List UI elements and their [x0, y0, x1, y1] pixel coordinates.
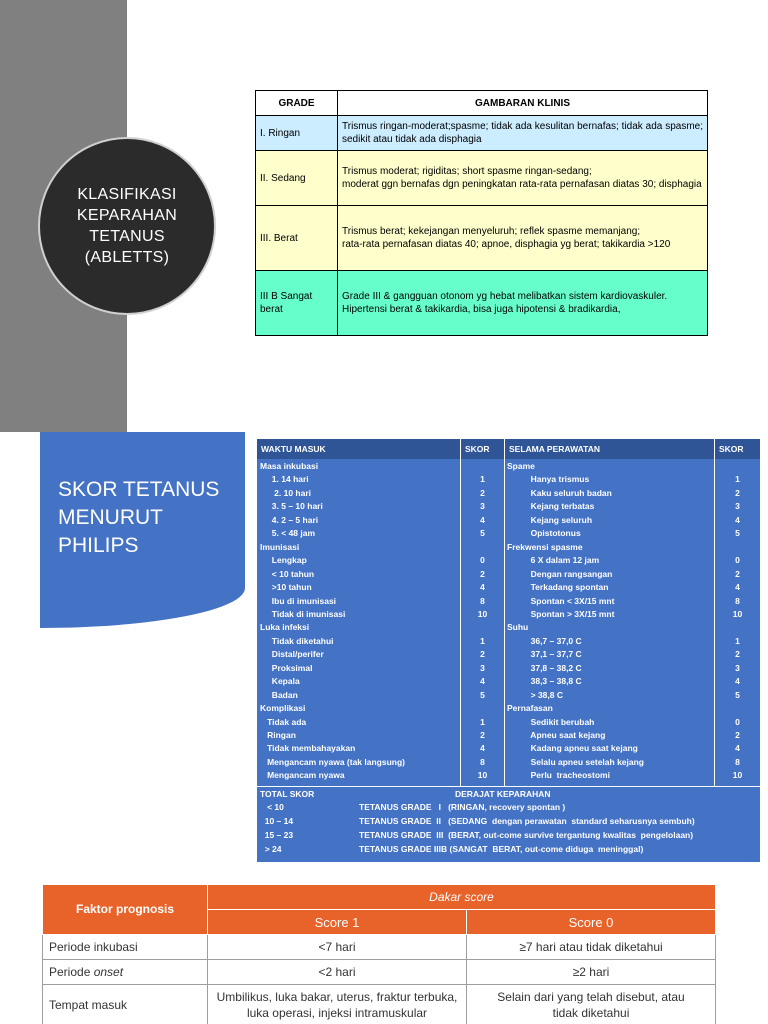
- slide2-title: SKOR TETANUS MENURUT PHILIPS: [58, 478, 220, 557]
- perawatan-item-label: Opistotonus: [507, 528, 581, 539]
- perawatan-item-skor: 3: [735, 501, 740, 512]
- clinical-cell: Trismus ringan-moderat;spasme; tidak ada kesulitan bernafas; tidak ada spasme; sedikit atau tidak ada disphagia: [338, 116, 708, 151]
- waktu-masuk-item-label: Badan: [260, 689, 298, 700]
- clinical-cell: Trismus moderat; rigiditas; short spasme ringan-sedang; moderat ggn bernafas dgn peningkatan rata-rata pernafasan diatas 30; disphagia: [338, 151, 708, 206]
- perawatan-item-label: Kadang apneu saat kejang: [507, 743, 638, 754]
- header-score1: Score 1: [208, 910, 467, 935]
- perawatan-item-skor: 0: [735, 716, 740, 727]
- perawatan-item-label: Pernafasan: [507, 703, 553, 714]
- faktor-periode: Periode onset: [49, 965, 124, 979]
- waktu-masuk-item-label: Imunisasi: [260, 541, 300, 552]
- perawatan-item-skor: 2: [735, 568, 740, 579]
- perawatan-item-label: 37,8 – 38,2 C: [507, 662, 582, 673]
- column-divider: [504, 439, 505, 786]
- perawatan-item-label: Spontan < 3X/15 mnt: [507, 595, 615, 606]
- perawatan-item-label: Hanya trismus: [507, 474, 590, 485]
- dakar-table: [42, 884, 716, 1024]
- clinical-cell: Grade III & gangguan otonom yg hebat melibatkan sistem kardiovaskuler. Hipertensi berat & takikardia, bisa juga hipotensi & bradikardia,: [338, 271, 708, 336]
- waktu-masuk-item-label: 5. < 48 jam: [260, 528, 316, 539]
- perawatan-item-label: > 38,8 C: [507, 689, 563, 700]
- perawatan-item-label: Selalu apneu setelah kejang: [507, 756, 644, 767]
- total-grade: TETANUS GRADE IIIB (SANGAT BERAT, out-come diduga meninggal): [359, 844, 644, 854]
- grade-cell: I. Ringan: [256, 116, 338, 151]
- waktu-masuk-item-skor: 10: [477, 608, 488, 619]
- perawatan-item-label: Kejang terbatas: [507, 501, 595, 512]
- total-label: TOTAL SKOR: [260, 789, 315, 799]
- header-selama-perawatan: SELAMA PERAWATAN: [505, 439, 714, 459]
- waktu-masuk-item-label: 1. 14 hari: [260, 474, 309, 485]
- perawatan-item-label: Spame: [507, 461, 535, 471]
- perawatan-item-skor: 0: [735, 555, 740, 566]
- header-grade: GRADE: [256, 91, 338, 116]
- total-grade: TETANUS GRADE III (BERAT, out-come survive tergantung kwalitas pengelolaan): [359, 830, 694, 840]
- table-row: [43, 935, 716, 960]
- waktu-masuk-item-label: Tidak diketahui: [260, 635, 334, 646]
- perawatan-item-label: Terkadang spontan: [507, 582, 609, 593]
- table-row: [256, 206, 708, 271]
- waktu-masuk-item-label: Mengancam nyawa (tak langsung): [260, 756, 406, 767]
- waktu-masuk-item-label: Ibu di imunisasi: [260, 595, 337, 606]
- perawatan-item-skor: 8: [735, 595, 740, 606]
- perawatan-item-label: Kaku seluruh badan: [507, 487, 612, 498]
- table-row: [256, 151, 708, 206]
- perawatan-item-skor: 8: [735, 756, 740, 767]
- total-grade: TETANUS GRADE II (SEDANG dengan perawatan standard seharusnya sembuh): [359, 816, 695, 826]
- perawatan-item-label: Spontan > 3X/15 mnt: [507, 608, 615, 619]
- perawatan-item-skor: 10: [732, 770, 743, 781]
- waktu-masuk-item-skor: 4: [480, 514, 485, 525]
- perawatan-item-skor: 5: [735, 689, 740, 700]
- title-circle: [38, 137, 216, 315]
- total-range: > 24: [260, 844, 282, 854]
- score1-cell: <2 hari: [208, 960, 467, 985]
- waktu-masuk-item-label: Masa inkubasi: [260, 461, 319, 471]
- perawatan-item-skor: 1: [735, 635, 740, 646]
- perawatan-item-label: Perlu tracheostomi: [507, 770, 610, 781]
- slide-philips-score: [0, 432, 768, 877]
- perawatan-item-label: Sedikit berubah: [507, 716, 595, 727]
- waktu-masuk-item-skor: 8: [480, 595, 485, 606]
- perawatan-item-label: Suhu: [507, 622, 529, 633]
- waktu-masuk-item-skor: 2: [480, 487, 485, 498]
- waktu-masuk-item-label: Tidak membahayakan: [260, 743, 356, 754]
- header-skor-left: SKOR: [461, 439, 504, 459]
- waktu-masuk-item-skor: 4: [480, 743, 485, 754]
- perawatan-item-skor: 1: [735, 474, 740, 485]
- score0-cell: ≥2 hari: [467, 960, 716, 985]
- table-row: [256, 116, 708, 151]
- perawatan-item-skor: 3: [735, 662, 740, 673]
- score1-cell: Umbilikus, luka bakar, uterus, fraktur terbuka, luka operasi, injeksi intramuskular: [208, 985, 467, 1024]
- header-clinical: GAMBARAN KLINIS: [338, 91, 708, 116]
- waktu-masuk-item-label: Proksimal: [260, 662, 313, 673]
- header-skor-right: SKOR: [715, 439, 760, 459]
- table-row: [43, 960, 716, 985]
- perawatan-item-skor: 5: [735, 528, 740, 539]
- total-range: 10 – 14: [260, 816, 294, 826]
- waktu-masuk-item-label: Tidak ada: [260, 716, 307, 727]
- waktu-masuk-item-label: 2. 10 hari: [260, 487, 312, 498]
- waktu-masuk-item-label: Komplikasi: [260, 703, 306, 714]
- slide1-title: KLASIFIKASI KEPARAHAN TETANUS (ABLETTS): [76, 186, 178, 266]
- header-score0: Score 0: [467, 910, 716, 935]
- perawatan-item-label: 36,7 – 37,0 C: [507, 635, 582, 646]
- score0-cell: ≥7 hari atau tidak diketahui: [467, 935, 716, 960]
- clinical-cell: Trismus berat; kekejangan menyeluruh; reflek spasme memanjang; rata-rata pernafasan diatas 40; apnoe, disphagia yg berat; takikardia >120: [338, 206, 708, 271]
- waktu-masuk-item-label: Distal/perifer: [260, 649, 324, 660]
- waktu-masuk-item-label: Kepala: [260, 676, 300, 687]
- grade-cell: III B Sangat berat: [256, 271, 338, 336]
- faktor-periode-emphasis: onset: [93, 965, 124, 979]
- waktu-masuk-item-label: Tidak di imunisasi: [260, 608, 346, 619]
- perawatan-item-skor: 4: [735, 514, 740, 525]
- waktu-masuk-item-skor: 10: [477, 770, 488, 781]
- waktu-masuk-item-skor: 5: [480, 528, 485, 539]
- waktu-masuk-item-skor: 4: [480, 676, 485, 687]
- waktu-masuk-item-skor: 1: [480, 716, 485, 727]
- faktor-cell: Tempat masuk: [43, 985, 208, 1024]
- perawatan-item-label: 37,1 – 37,7 C: [507, 649, 582, 660]
- perawatan-item-label: Kejang seluruh: [507, 514, 593, 525]
- waktu-masuk-item-skor: 3: [480, 662, 485, 673]
- slide-ablett-classification: [0, 0, 768, 432]
- waktu-masuk-item-label: >10 tahun: [260, 582, 312, 593]
- perawatan-item-skor: 4: [735, 676, 740, 687]
- faktor-cell: Periode inkubasi: [43, 935, 208, 960]
- waktu-masuk-item-label: 4. 2 – 5 hari: [260, 514, 319, 525]
- waktu-masuk-item-label: Ringan: [260, 730, 296, 740]
- perawatan-item-label: 6 X dalam 12 jam: [507, 555, 600, 566]
- score0-cell: Selain dari yang telah disebut, atau tidak diketahui: [467, 985, 716, 1024]
- table-row: [256, 271, 708, 336]
- slide-dakar-score: [0, 877, 768, 1024]
- perawatan-item-skor: 4: [735, 582, 740, 593]
- header-faktor: Faktor prognosis: [43, 885, 208, 935]
- waktu-masuk-item-skor: 0: [480, 555, 485, 566]
- waktu-masuk-item-skor: 2: [480, 649, 485, 660]
- perawatan-item-skor: 4: [735, 743, 740, 754]
- perawatan-item-label: Frekwensi spasme: [507, 541, 583, 552]
- waktu-masuk-item-skor: 2: [480, 568, 485, 579]
- table-row: [43, 985, 716, 1024]
- grade-cell: II. Sedang: [256, 151, 338, 206]
- waktu-masuk-item-label: 3. 5 – 10 hari: [260, 501, 323, 512]
- score1-cell: <7 hari: [208, 935, 467, 960]
- waktu-masuk-item-skor: 5: [480, 689, 485, 700]
- total-range: < 10: [260, 802, 284, 812]
- faktor-cell: [43, 960, 208, 985]
- total-divider: [257, 786, 760, 787]
- waktu-masuk-item-skor: 2: [480, 730, 485, 740]
- derajat-label: DERAJAT KEPARAHAN: [455, 789, 551, 799]
- total-range: 15 – 23: [260, 830, 294, 840]
- perawatan-item-skor: 2: [735, 649, 740, 660]
- total-grade: TETANUS GRADE I (RINGAN, recovery spontan ): [359, 802, 566, 812]
- waktu-masuk-item-skor: 1: [480, 635, 485, 646]
- waktu-masuk-item-skor: 4: [480, 582, 485, 593]
- waktu-masuk-item-skor: 8: [480, 756, 485, 767]
- philips-score-table: [257, 439, 760, 862]
- perawatan-item-label: Dengan rangsangan: [507, 568, 613, 579]
- waktu-masuk-item-label: Lengkap: [260, 555, 307, 566]
- perawatan-item-skor: 10: [732, 608, 743, 619]
- header-waktu-masuk: WAKTU MASUK: [257, 439, 460, 459]
- waktu-masuk-item-skor: 1: [480, 474, 485, 485]
- ablett-table: [255, 90, 708, 336]
- waktu-masuk-item-label: Luka infeksi: [260, 622, 310, 633]
- grade-cell: III. Berat: [256, 206, 338, 271]
- perawatan-item-label: Apneu saat kejang: [507, 730, 606, 740]
- waktu-masuk-item-label: Mengancam nyawa: [260, 770, 345, 781]
- perawatan-item-label: 38,3 – 38,8 C: [507, 676, 582, 687]
- perawatan-item-skor: 2: [735, 487, 740, 498]
- waktu-masuk-item-skor: 3: [480, 501, 485, 512]
- perawatan-item-skor: 2: [735, 730, 740, 740]
- header-dakar: Dakar score: [208, 885, 716, 910]
- waktu-masuk-item-label: < 10 tahun: [260, 568, 315, 579]
